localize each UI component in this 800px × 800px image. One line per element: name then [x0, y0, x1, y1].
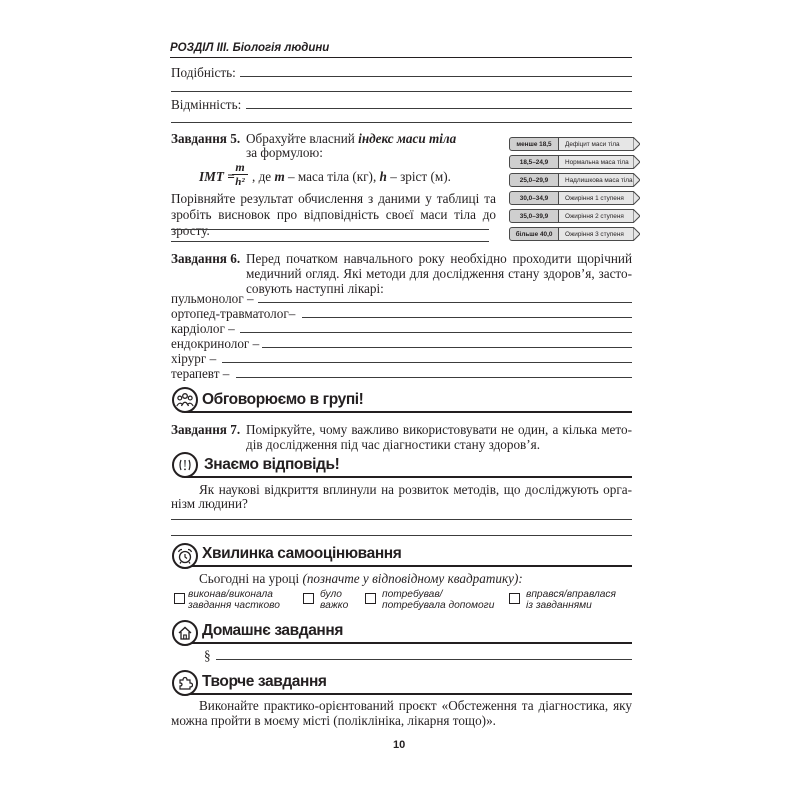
difference-label: Відмінність:: [171, 97, 242, 112]
bmi-category-4: Ожиріння 2 ступеня: [559, 209, 633, 223]
task5-intro-text: Обрахуйте власний: [246, 131, 355, 146]
bmi-category-3: Ожиріння 1 ступеня: [559, 191, 633, 205]
self-assessment-header-rule: [184, 565, 632, 567]
doctor-therapist: терапевт –: [171, 366, 230, 381]
option-label-hard: було важко: [320, 589, 349, 611]
difference-answer-line-2[interactable]: [171, 122, 632, 123]
formula-fraction-bar: [232, 174, 248, 175]
option-checkbox-managed[interactable]: [509, 593, 520, 604]
bmi-range-2: 25,0–29,9: [509, 173, 559, 187]
doctor-pulmonologist-line[interactable]: [258, 302, 632, 303]
doctor-pulmonologist: пульмонолог –: [171, 291, 254, 306]
doctor-endocrinologist-line[interactable]: [262, 347, 632, 348]
creative-line1: Виконайте практико-орієнтований проєкт «Обстеження та діагностика, яку: [199, 698, 632, 713]
puzzle-icon: [172, 670, 198, 696]
creative-line2: можна пройти в моєму місті (поліклініка, лікарня тощо)».: [171, 713, 496, 728]
bmi-arrow-3: [633, 191, 640, 205]
discuss-header-rule: [184, 411, 632, 413]
group-icon: [172, 387, 198, 413]
similarity-answer-line-1[interactable]: [240, 76, 632, 77]
creative-header-rule: [184, 693, 632, 695]
option-label-partial: виконав/виконала завдання частково: [188, 589, 280, 611]
homework-header-rule: [184, 642, 632, 644]
doctor-orthopedist: ортопед-травматолог–: [171, 306, 296, 321]
alarm-clock-icon: [172, 543, 198, 569]
doctor-cardiologist: кардіолог –: [171, 321, 235, 336]
task5-instruction: Порівняйте результат обчислення з даними у таблиці та зробіть висновок про відповідність своєї маси тіла до зросту.: [171, 191, 496, 238]
task5-label: Завдання 5.: [171, 131, 241, 146]
task7-label: Завдання 7.: [171, 422, 241, 437]
doctor-cardiologist-line[interactable]: [240, 332, 632, 333]
running-head-title: Біологія людини: [232, 42, 330, 54]
know-answer-line-2[interactable]: [171, 535, 632, 536]
task6-line1: Перед початком навчального року необхідно проходити щорічний: [246, 251, 632, 266]
difference-answer-line-1[interactable]: [246, 108, 632, 109]
bmi-category-0: Дефіцит маси тіла: [559, 137, 633, 151]
bmi-range-5: більше 40,0: [509, 227, 559, 241]
bmi-range-0: менше 18,5: [509, 137, 559, 151]
task5-answer-line-2[interactable]: [171, 241, 489, 242]
option-checkbox-partial[interactable]: [174, 593, 185, 604]
know-title: Знаємо відповідь!: [204, 456, 340, 473]
formula-denominator: h²: [235, 176, 245, 188]
know-header-rule: [184, 476, 632, 478]
know-line1: Як наукові відкриття вплинули на розвиток методів, що досліджують орга-: [199, 482, 632, 497]
option-label-help: потребував/ потребувала допомоги: [382, 589, 495, 611]
similarity-label: Подібність:: [171, 65, 236, 80]
bmi-range-1: 18,5–24,9: [509, 155, 559, 169]
house-icon: [172, 620, 198, 646]
doctor-surgeon-line[interactable]: [222, 362, 632, 363]
bmi-range-4: 35,0–39,9: [509, 209, 559, 223]
doctor-surgeon: хірург –: [171, 351, 217, 366]
formula-lhs: ІМТ =: [199, 169, 235, 184]
task5-term: індекс маси тіла: [358, 131, 457, 146]
bmi-category-2: Надлишкова маса тіла: [559, 173, 633, 187]
know-answer-line-1[interactable]: [171, 519, 632, 520]
paragraph-symbol: §: [204, 648, 211, 663]
bmi-arrow-0: [633, 137, 640, 151]
doctor-therapist-line[interactable]: [236, 377, 632, 378]
option-checkbox-help[interactable]: [365, 593, 376, 604]
formula-description: , де m – маса тіла (кг), h – зріст (м).: [252, 169, 451, 184]
task7-line2: дів дослідження під час діагностики стану здоров’я.: [246, 437, 541, 452]
task5-intro-end: за формулою:: [246, 145, 323, 160]
exclamation-icon: [172, 452, 198, 478]
bmi-category-5: Ожиріння 3 ступеня: [559, 227, 633, 241]
homework-answer-line[interactable]: [216, 659, 632, 660]
discuss-title: Обговорюємо в групі!: [202, 391, 364, 408]
bmi-arrow-4: [633, 209, 640, 223]
formula-fraction: [232, 161, 248, 188]
task6-label: Завдання 6.: [171, 251, 241, 266]
doctor-orthopedist-line[interactable]: [302, 317, 632, 318]
running-head: [170, 42, 329, 54]
know-line2: нізм людини?: [171, 496, 248, 511]
doctor-endocrinologist: ендокринолог –: [171, 336, 260, 351]
bmi-arrow-2: [633, 173, 640, 187]
task7-line1: Поміркуйте, чому важливо використовувати не один, а кілька мето-: [246, 422, 632, 437]
task6-line2: медичний огляд. Які методи для дослідження стану здоров’я, засто-: [246, 266, 632, 281]
task5-answer-line-1[interactable]: [171, 229, 489, 230]
formula-numerator: m: [235, 160, 245, 174]
similarity-answer-line-2[interactable]: [171, 91, 632, 92]
self-assessment-title: Хвилинка самооцінювання: [202, 545, 402, 562]
self-assessment-prompt: Сьогодні на уроці (позначте у відповідному квадратику):: [199, 571, 523, 586]
creative-title: Творче завдання: [202, 673, 327, 690]
option-checkbox-hard[interactable]: [303, 593, 314, 604]
bmi-category-1: Нормальна маса тіла: [559, 155, 633, 169]
bmi-range-3: 30,0–34,9: [509, 191, 559, 205]
page-number: 10: [393, 739, 406, 751]
option-label-managed: вправся/вправлася із завданнями: [526, 589, 616, 611]
running-head-section: РОЗДІЛ ІІІ.: [170, 42, 230, 54]
running-head-rule: [170, 57, 632, 58]
bmi-arrow-5: [633, 227, 640, 241]
task6-line3: совують наступні лікарі:: [246, 281, 384, 296]
bmi-arrow-1: [633, 155, 640, 169]
homework-title: Домашнє завдання: [202, 622, 344, 639]
